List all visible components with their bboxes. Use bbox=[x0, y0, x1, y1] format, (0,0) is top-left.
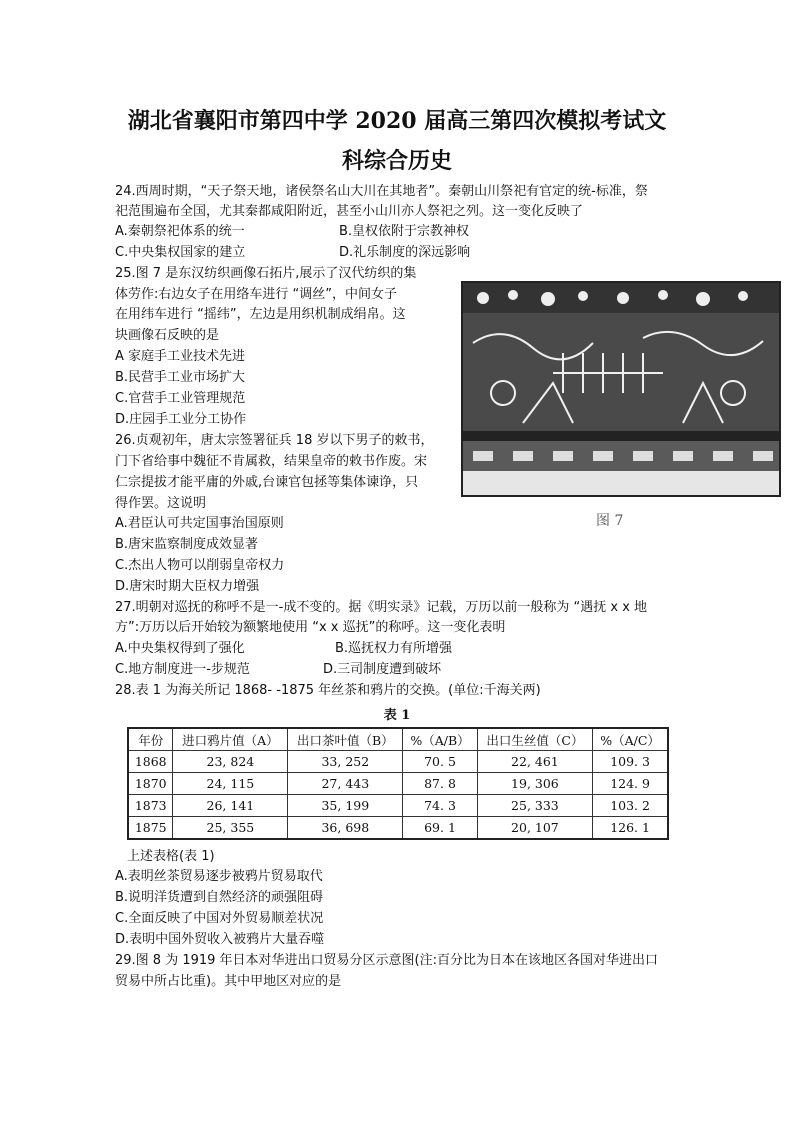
table-row bbox=[128, 795, 668, 817]
table-cell: 24, 115 bbox=[173, 773, 288, 795]
table-cell: 69. 1 bbox=[403, 817, 477, 840]
table-cell: 103. 2 bbox=[593, 795, 668, 817]
figure-7-relief-image bbox=[461, 281, 781, 497]
q28-option-b: B.说明洋货遭到自然经济的顽强阻碍 bbox=[115, 890, 324, 905]
table-header-cell: 出口茶叶值（B） bbox=[288, 728, 403, 751]
table-row bbox=[128, 751, 668, 773]
table-cell: 124. 9 bbox=[593, 773, 668, 795]
q24-stem-line2: 祀范围遍布全国，尤其秦都咸阳附近，甚至小山川亦人祭祀之列。这一变化反映了 bbox=[115, 204, 584, 219]
q24-option-a: A.秦朝祭祀体系的统一 bbox=[115, 224, 245, 239]
table-cell: 1870 bbox=[128, 773, 173, 795]
q25-stem-line3: 在用纬车进行 “摇纬”，左边是用织机制成绢帛。这 bbox=[115, 307, 406, 322]
table-cell: 36, 698 bbox=[288, 817, 403, 840]
table-cell: 87. 8 bbox=[403, 773, 477, 795]
document-title-line1: 湖北省襄阳市第四中学 2020 届高三第四次模拟考试文 bbox=[127, 108, 667, 134]
q27-option-d: D.三司制度遭到破坏 bbox=[323, 662, 442, 677]
table-header-cell: %（A/B） bbox=[403, 728, 477, 751]
table-cell: 23, 824 bbox=[173, 751, 288, 773]
table-cell: 25, 355 bbox=[173, 817, 288, 840]
table-cell: 35, 199 bbox=[288, 795, 403, 817]
q25-stem-line4: 块画像石反映的是 bbox=[115, 328, 220, 343]
table-cell: 109. 3 bbox=[593, 751, 668, 773]
table-cell: 25, 333 bbox=[477, 795, 592, 817]
q27-option-c: C.地方制度进一-步规范 bbox=[115, 662, 250, 677]
table-cell: 33, 252 bbox=[288, 751, 403, 773]
q27-option-b: B.巡抚权力有所增强 bbox=[335, 641, 453, 656]
q26-option-b: B.唐宋监察制度成效显著 bbox=[115, 537, 259, 552]
document-title-line2: 科综合历史 bbox=[341, 148, 452, 174]
q27-stem-line2: 方”:万历以后开始较为额繁地使用 “x x 巡抚”的称呼。这一变化表明 bbox=[115, 620, 506, 635]
table-cell: 20, 107 bbox=[477, 817, 592, 840]
table-row bbox=[128, 773, 668, 795]
table-header-row bbox=[128, 728, 668, 751]
table-header-cell: 年份 bbox=[128, 728, 173, 751]
table-cell: 74. 3 bbox=[403, 795, 477, 817]
table-cell: 19, 306 bbox=[477, 773, 592, 795]
table-cell: 26, 141 bbox=[173, 795, 288, 817]
table-cell: 70. 5 bbox=[403, 751, 477, 773]
q26-stem-line2: 门下省给事中魏征不肯属救，结果皇帝的敕书作废。宋 bbox=[115, 454, 428, 469]
table-cell: 27, 443 bbox=[288, 773, 403, 795]
q24-option-b: B.皇权依附于宗教神权 bbox=[339, 224, 470, 239]
q26-option-c: C.杰出人物可以削弱皇帝权力 bbox=[115, 558, 285, 573]
table-cell: 1873 bbox=[128, 795, 173, 817]
table-cell: 126. 1 bbox=[593, 817, 668, 840]
q26-stem-line4: 得作罢。这说明 bbox=[115, 496, 207, 511]
q28-option-d: D.表明中国外贸收入被鸦片大量吞噬 bbox=[115, 932, 325, 947]
table-cell: 1868 bbox=[128, 751, 173, 773]
table-header-cell: %（A/C） bbox=[593, 728, 668, 751]
q29-stem-line2: 贸易中所占比重)。其中甲地区对应的是 bbox=[115, 974, 342, 989]
table-1 bbox=[127, 727, 669, 840]
table-1-title: 表 1 bbox=[383, 708, 411, 723]
q24-stem-line1: 24.西周时期，“天子祭天地，诸侯祭名山大川在其地者”。秦朝山川祭祀有官定的统-标准，祭 bbox=[115, 184, 648, 199]
q25-stem-line1: 25.图 7 是东汉纺织画像石拓片,展示了汉代纺织的集 bbox=[115, 266, 417, 281]
q26-option-d: D.唐宋时期大臣权力增强 bbox=[115, 579, 260, 594]
table-header-cell: 进口鸦片值（A） bbox=[173, 728, 288, 751]
q27-option-a: A.中央集权得到了强化 bbox=[115, 641, 245, 656]
table-header-cell: 出口生丝值（C） bbox=[477, 728, 592, 751]
q28-option-c: C.全面反映了中国对外贸易顺差状况 bbox=[115, 911, 324, 926]
table-cell: 22, 461 bbox=[477, 751, 592, 773]
q25-option-c: C.官营手工业管理规范 bbox=[115, 391, 246, 406]
q25-option-d: D.庄园手工业分工协作 bbox=[115, 412, 247, 427]
q27-stem-line1: 27.明朝对巡抚的称呼不是一-成不变的。据《明实录》记载，万历以前一般称为 “遇抚 x x 地 bbox=[115, 600, 648, 615]
figure-7-caption: 图 7 bbox=[596, 513, 624, 529]
q24-option-c: C.中央集权国家的建立 bbox=[115, 245, 246, 260]
q29-stem-line1: 29.图 8 为 1919 年日本对华进出口贸易分区示意图(注:百分比为日本在该地区各国对华进出口 bbox=[115, 953, 659, 968]
table-cell: 1875 bbox=[128, 817, 173, 840]
q25-option-b: B.民营手工业市场扩大 bbox=[115, 370, 246, 385]
q28-lead: 上述表格(表 1) bbox=[127, 849, 215, 864]
q25-option-a: A 家庭手工业技术先进 bbox=[115, 349, 246, 364]
table-row bbox=[128, 817, 668, 840]
q26-stem-line3: 仁宗提拔才能平庸的外戚,台谏官包拯等集体谏诤，只 bbox=[115, 475, 419, 490]
q28-stem: 28.表 1 为海关所记 1868- -1875 年丝茶和鸦片的交换。(单位:千海关两) bbox=[115, 683, 541, 698]
q25-stem-line2: 体劳作:右边女子在用络车进行 “调丝”，中间女子 bbox=[115, 287, 397, 302]
q24-option-d: D.礼乐制度的深远影响 bbox=[339, 245, 471, 260]
relief-rubbing-graphic bbox=[463, 283, 779, 495]
q28-option-a: A.表明丝茶贸易逐步被鸦片贸易取代 bbox=[115, 869, 323, 884]
q26-stem-line1: 26.贞观初年，唐太宗签署征兵 18 岁以下男子的敕书， bbox=[115, 433, 434, 448]
q26-option-a: A.君臣认可共定国事治国原则 bbox=[115, 516, 284, 531]
